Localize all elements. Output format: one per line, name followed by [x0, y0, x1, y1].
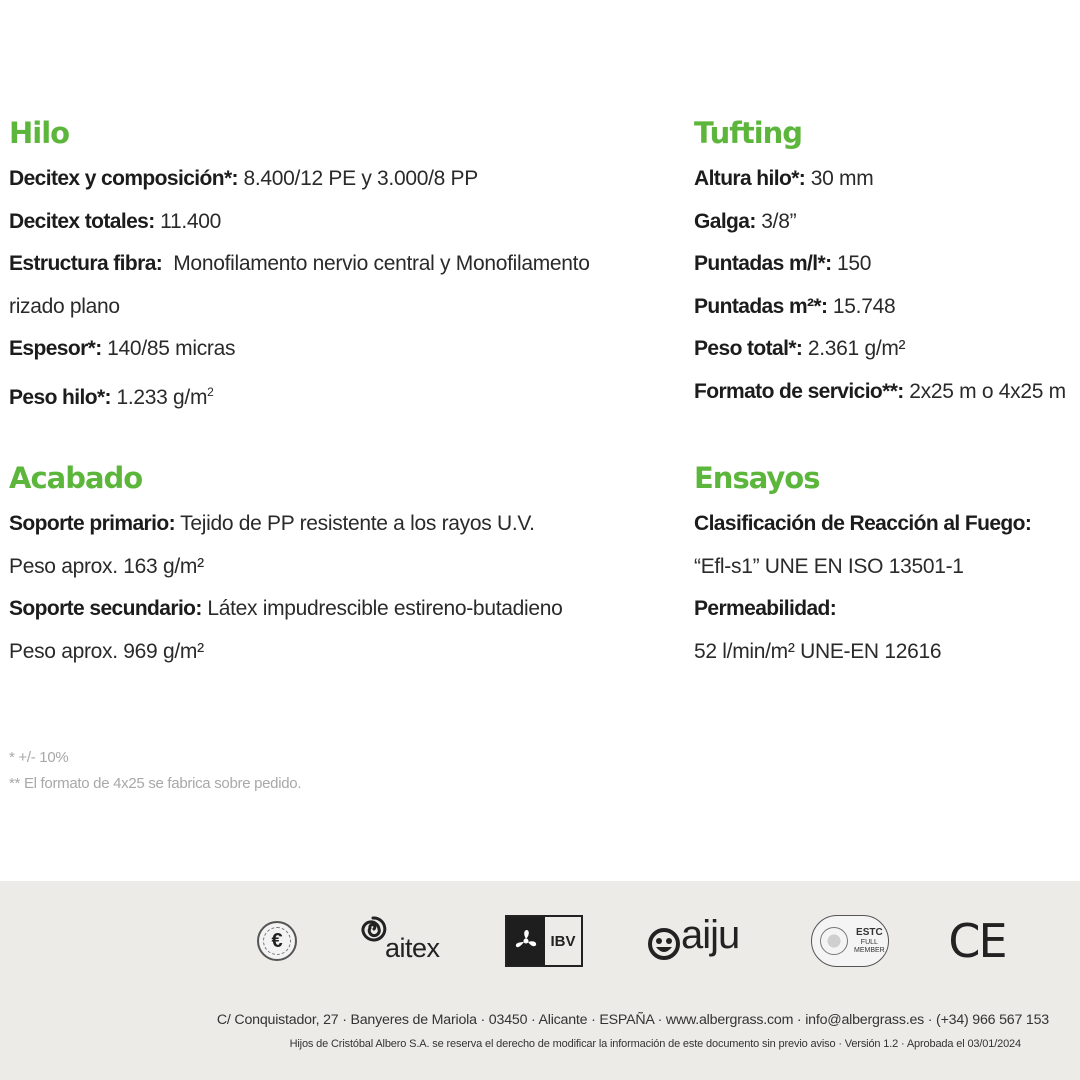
spec-row [9, 286, 649, 329]
acabado-rows [9, 503, 649, 673]
aiju-face-icon [647, 927, 681, 961]
spec-row [9, 201, 649, 244]
ensayos-rows [694, 503, 1080, 673]
spec-value: 8.400/12 PE y 3.000/8 PP [237, 167, 478, 190]
spec-label: Decitex y composición*: [9, 167, 238, 190]
spec-value: Tejido de PP resistente a los rayos U.V. [174, 512, 535, 535]
section-ensayos [694, 457, 1080, 673]
spec-row [9, 546, 649, 589]
spec-row [9, 503, 649, 546]
spec-label: Altura hilo*: [694, 167, 806, 190]
spec-label: Soporte secundario: [9, 597, 202, 620]
spec-label: Decitex totales: [9, 209, 155, 233]
footnotes [9, 745, 301, 797]
certification-logos [0, 911, 1080, 971]
left-column [9, 112, 649, 673]
estc-member-label: MEMBER [854, 947, 885, 954]
footnote-tolerance: * +/- 10% [9, 749, 69, 766]
spec-value: 11.400 [154, 209, 222, 233]
estc-logo [811, 911, 889, 971]
certification-seal-icon: € [257, 921, 297, 961]
ce-mark-icon: CE [948, 914, 1006, 968]
spec-row [694, 546, 1080, 589]
footnote-format: ** El formato de 4x25 se fabrica sobre pedido. [9, 775, 302, 792]
spec-label: Peso hilo*: [9, 385, 111, 409]
aitex-wordmark: aitex [385, 933, 440, 963]
estc-full-label: FULL [860, 939, 878, 946]
certification-seal-logo [256, 911, 298, 971]
right-column [694, 112, 1080, 673]
spec-row [694, 503, 1080, 546]
spec-row [694, 588, 1080, 631]
spec-value: 3/8” [755, 209, 797, 233]
tufting-rows [694, 158, 1080, 413]
spec-label: Formato de servicio**: [694, 379, 904, 403]
spec-label: Galga: [694, 209, 756, 233]
section-title-hilo: Hilo [9, 116, 70, 150]
spec-value: 30 mm [805, 167, 874, 190]
aitex-swirl-icon [359, 915, 387, 943]
legal-notice: Hijos de Cristóbal Albero S.A. se reserva el derecho de modificar la información de este documento sin previo aviso · Versión 1.2 · Aprobada el 03/01/2024 [289, 1038, 1021, 1050]
section-tufting [694, 112, 1080, 413]
spec-value: Peso aprox. 163 g/m² [9, 554, 204, 578]
spec-value: Peso aprox. 969 g/m² [9, 639, 204, 663]
spec-row [694, 158, 1080, 201]
spec-value: Monofilamento nervio central y Monofilamento [162, 252, 590, 275]
footer-band [0, 881, 1080, 1080]
spec-label: Permeabilidad: [694, 597, 837, 620]
aiju-logo [645, 911, 750, 971]
spec-row [694, 286, 1080, 329]
spec-value: 150 [831, 252, 872, 275]
spec-value: 140/85 micras [101, 337, 236, 360]
spec-label: Soporte primario: [9, 512, 175, 535]
aitex-logo [357, 911, 447, 971]
spec-label: Clasificación de Reacción al Fuego: [694, 512, 1032, 535]
ce-logo [948, 911, 1006, 971]
spec-label: Estructura fibra: [9, 252, 163, 275]
spec-row [9, 243, 649, 286]
ibv-label: IBV [550, 932, 576, 950]
spec-value: 52 l/min/m² UNE-EN 12616 [694, 639, 942, 663]
spec-value: Látex impudrescible estireno-butadieno [201, 597, 563, 620]
spec-value: “Efl-s1” UNE EN ISO 13501-1 [694, 554, 964, 578]
spec-value: 1.233 g/m [110, 385, 208, 409]
ibv-logo [505, 911, 583, 971]
spec-label: Peso total*: [694, 337, 803, 360]
spec-value: 2.361 g/m² [802, 337, 906, 360]
company-address: C/ Conquistador, 27 · Banyeres de Mariola · 03450 · Alicante · ESPAÑA · www.albergrass.com · info@albergrass.es · (+34) 966 567 153 [216, 1012, 1049, 1028]
spec-label: Puntadas m²*: [694, 294, 828, 318]
spec-value: rizado plano [9, 294, 120, 318]
spec-label: Puntadas m/l*: [694, 252, 832, 275]
section-title-acabado: Acabado [9, 461, 143, 495]
ibv-fan-icon [513, 928, 539, 954]
section-title-tufting: Tufting [694, 116, 803, 150]
estc-globe-icon [820, 927, 848, 955]
spec-row [694, 371, 1080, 414]
estc-label: ESTC [856, 927, 883, 938]
hilo-rows [9, 158, 649, 413]
spec-row [9, 588, 649, 631]
spec-row [9, 371, 649, 414]
section-hilo [9, 112, 649, 413]
section-title-ensayos: Ensayos [694, 461, 820, 495]
spec-superscript: 2 [207, 384, 214, 399]
spec-row [694, 243, 1080, 286]
aiju-wordmark: aiju [681, 913, 740, 957]
spec-row [694, 201, 1080, 244]
spec-value: 15.748 [827, 294, 896, 318]
spec-row [694, 328, 1080, 371]
spec-value: 2x25 m o 4x25 m [903, 379, 1066, 403]
spec-row [9, 631, 649, 674]
spec-row [9, 328, 649, 371]
spec-row [9, 158, 649, 201]
spec-row [694, 631, 1080, 674]
spec-label: Espesor*: [9, 337, 102, 360]
section-acabado [9, 457, 649, 673]
